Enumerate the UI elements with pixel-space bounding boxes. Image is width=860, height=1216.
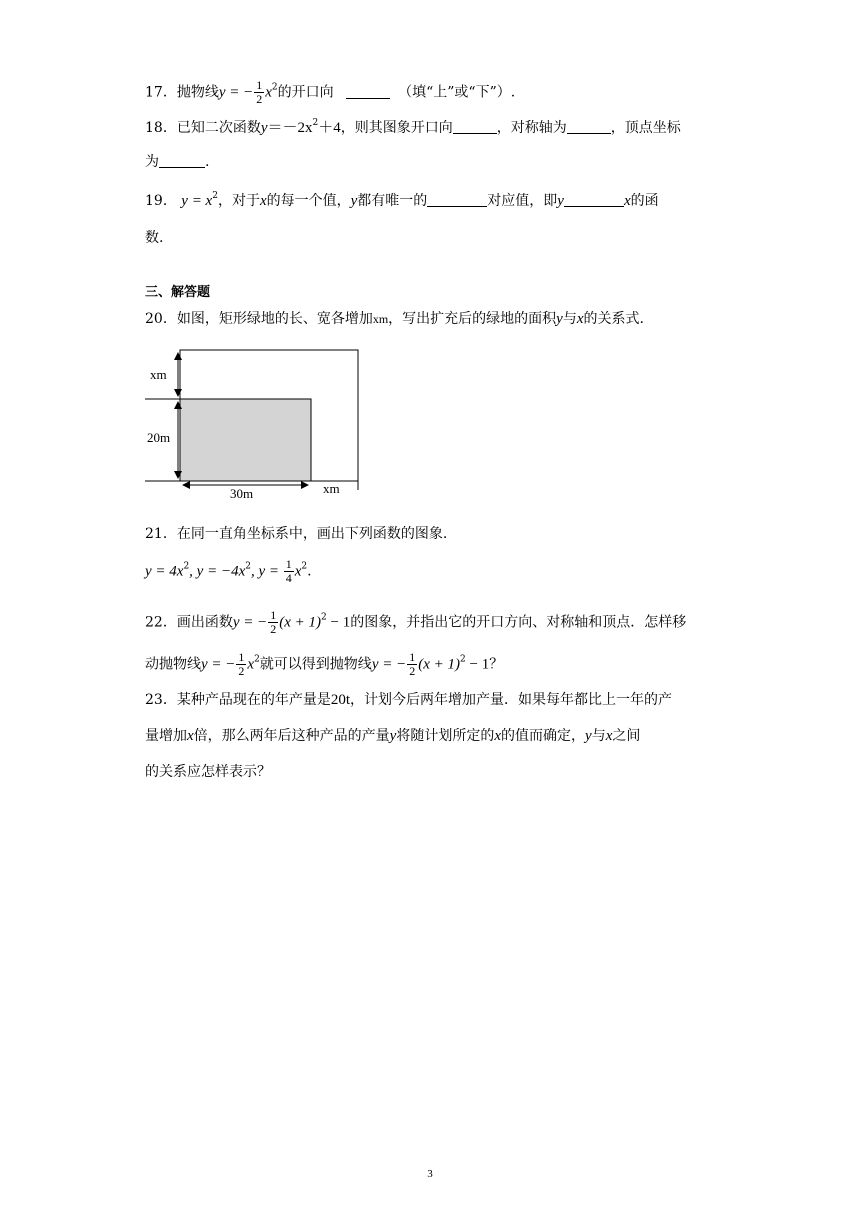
label-top-xm: xm <box>150 367 167 382</box>
section-heading: 三、解答题 <box>145 285 211 300</box>
label-bottom-30m: 30m <box>230 486 254 500</box>
rectangle-figure <box>145 345 365 500</box>
question-21: 21．在同一直角坐标系中，画出下列函数的图象. <box>145 526 448 542</box>
question-23-line2: 量增加x倍，那么两年后这种产品的产量y将随计划所定的x的值而确定，y与x之间 <box>145 728 641 744</box>
q17-blank <box>346 84 390 99</box>
q19-blank-1 <box>427 192 487 207</box>
question-21-equations: $y = 4x^2$, $y = -4x^2$, y = $\frac{1}{4}$ $x^2$. <box>145 557 312 585</box>
q17-fraction: $\frac{1}{2}$ <box>256 78 263 106</box>
question-22: 22．画出函数y = − $\frac{1}{2}$ $(x + 1)^2 - 1$的图象，并指出它的开口方向、对称轴和顶点．怎样移 <box>145 608 687 636</box>
question-18-cont: 为 . <box>145 154 210 170</box>
inner-green-rectangle <box>180 399 311 481</box>
question-22-cont: 动抛物线y = − $\frac{1}{2}$ $x^2$就可以得到抛物线y = − $\frac{1}{2}$ $(x + 1)^2 - 1$？ <box>145 650 504 678</box>
question-19: 19． $y = x^2$，对于x的每一个值，y都有唯一的 对应值，即y x的函 <box>145 191 659 209</box>
q17-number: 17． <box>145 84 177 101</box>
question-18: 18．已知二次函数$y=-2x^2+4$，则其图象开口向 ，对称轴为 ，顶点坐标 <box>145 118 681 136</box>
question-23-line3: 的关系应怎样表示？ <box>145 764 271 780</box>
q19-blank-2 <box>564 192 624 207</box>
question-20: 20．如图，矩形绿地的长、宽各增加xm，写出扩充后的绿地的面积y与x的关系式. <box>145 311 644 327</box>
q18-blank-1 <box>453 119 497 134</box>
label-right-xm: xm <box>323 481 340 496</box>
q18-blank-2 <box>567 119 611 134</box>
question-19-cont: 数. <box>145 230 164 246</box>
q17-text: 抛物线 <box>176 84 219 101</box>
page-number: 3 <box>427 1168 433 1180</box>
q18-blank-3 <box>159 153 205 168</box>
label-left-20m: 20m <box>147 430 171 445</box>
question-17: 17．抛物线y = − $\frac{1}{2}$ $x^2$的开口向 （填“上”或“下”）. <box>145 78 516 106</box>
q17-equation: y = − <box>218 84 254 101</box>
question-23: 23．某种产品现在的年产量是20t，计划今后两年增加产量．如果每年都比上一年的产 <box>145 692 672 708</box>
